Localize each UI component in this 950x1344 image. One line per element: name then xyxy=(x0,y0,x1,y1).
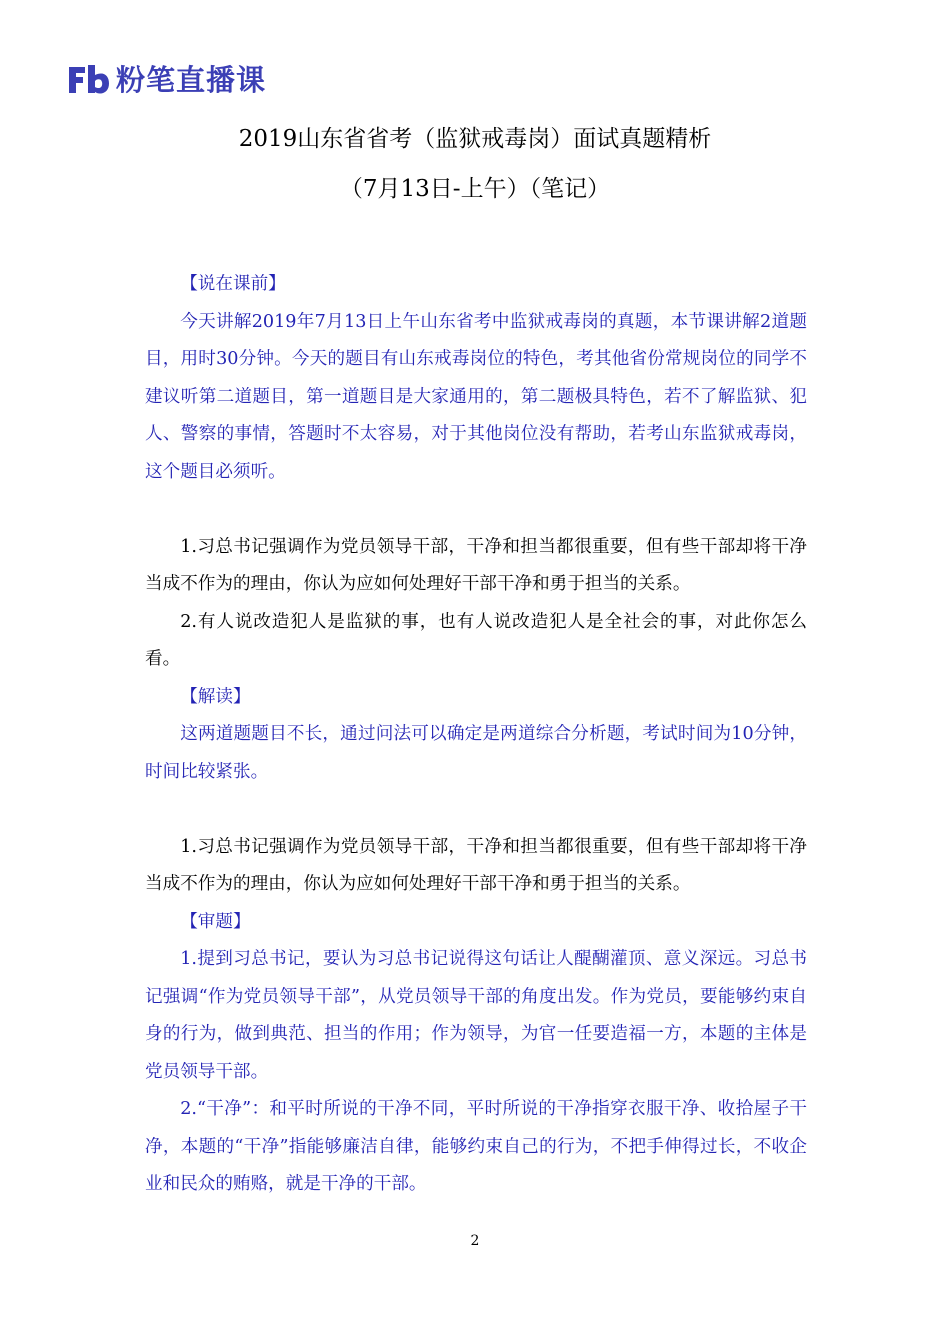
question-2: 2.有人说改造犯人是监狱的事，也有人说改造犯人是全社会的事，对此你怎么看。 xyxy=(145,611,807,669)
page-number: 2 xyxy=(470,1233,480,1249)
intro-heading: 【说在课前】 xyxy=(180,274,286,294)
review-point-2: 2.“干净”：和平时所说的干净不同，平时所说的干净指穿衣服干净、收拾屋子干净，本题的“干净”指能够廉洁自律，能够约束自己的行为，不把手伸得过长，不收企业和民众的贿赂，就是干净的干部。 xyxy=(145,1099,807,1194)
question-1: 1.习总书记强调作为党员领导干部，干净和担当都很重要，但有些干部却将干净当成不作为的理由，你认为应如何处理好干部干净和勇于担当的关系。 xyxy=(145,536,807,594)
analysis-heading: 【解读】 xyxy=(180,686,251,707)
question-1-repeat: 1.习总书记强调作为党员领导干部，干净和担当都很重要，但有些干部却将干净当成不作为的理由，你认为应如何处理好干部干净和勇于担当的关系。 xyxy=(145,836,807,894)
brand-name: 粉笔直播课 xyxy=(116,63,267,97)
paragraph-gap xyxy=(145,491,807,529)
analysis-paragraph: 这两道题题目不长，通过问法可以确定是两道综合分析题，考试时间为10分钟，时间比较紧张。 xyxy=(145,724,807,782)
fb-logo-icon xyxy=(66,63,110,97)
document-title: 2019山东省省考（监狱戒毒岗）面试真题精析 xyxy=(238,126,712,152)
review-heading: 【审题】 xyxy=(180,911,251,932)
document-subtitle: （7月13日-上午）（笔记） xyxy=(339,176,611,202)
brand-logo xyxy=(66,60,266,100)
review-point-1: 1.提到习总书记，要认为习总书记说得这句话让人醍醐灌顶、意义深远。习总书记强调“作为党员领导干部”，从党员领导干部的角度出发。作为党员，要能够约束自身的行为，做到典范、担当的作用；作为领导，为官一任要造福一方，本题的主体是党员领导干部。 xyxy=(145,949,807,1082)
paragraph-gap xyxy=(145,791,807,829)
intro-paragraph: 今天讲解2019年7月13日上午山东省考中监狱戒毒岗的真题，本节课讲解2道题目，用时30分钟。今天的题目有山东戒毒岗位的特色，考其他省份常规岗位的同学不建议听第二道题目，第一道题目是大家通用的，第二题极具特色，若不了解监狱、犯人、警察的事情，答题时不太容易，对于其他岗位没有帮助，若考山东监狱戒毒岗，这个题目必须听。 xyxy=(145,311,807,482)
document-body xyxy=(145,266,807,1204)
